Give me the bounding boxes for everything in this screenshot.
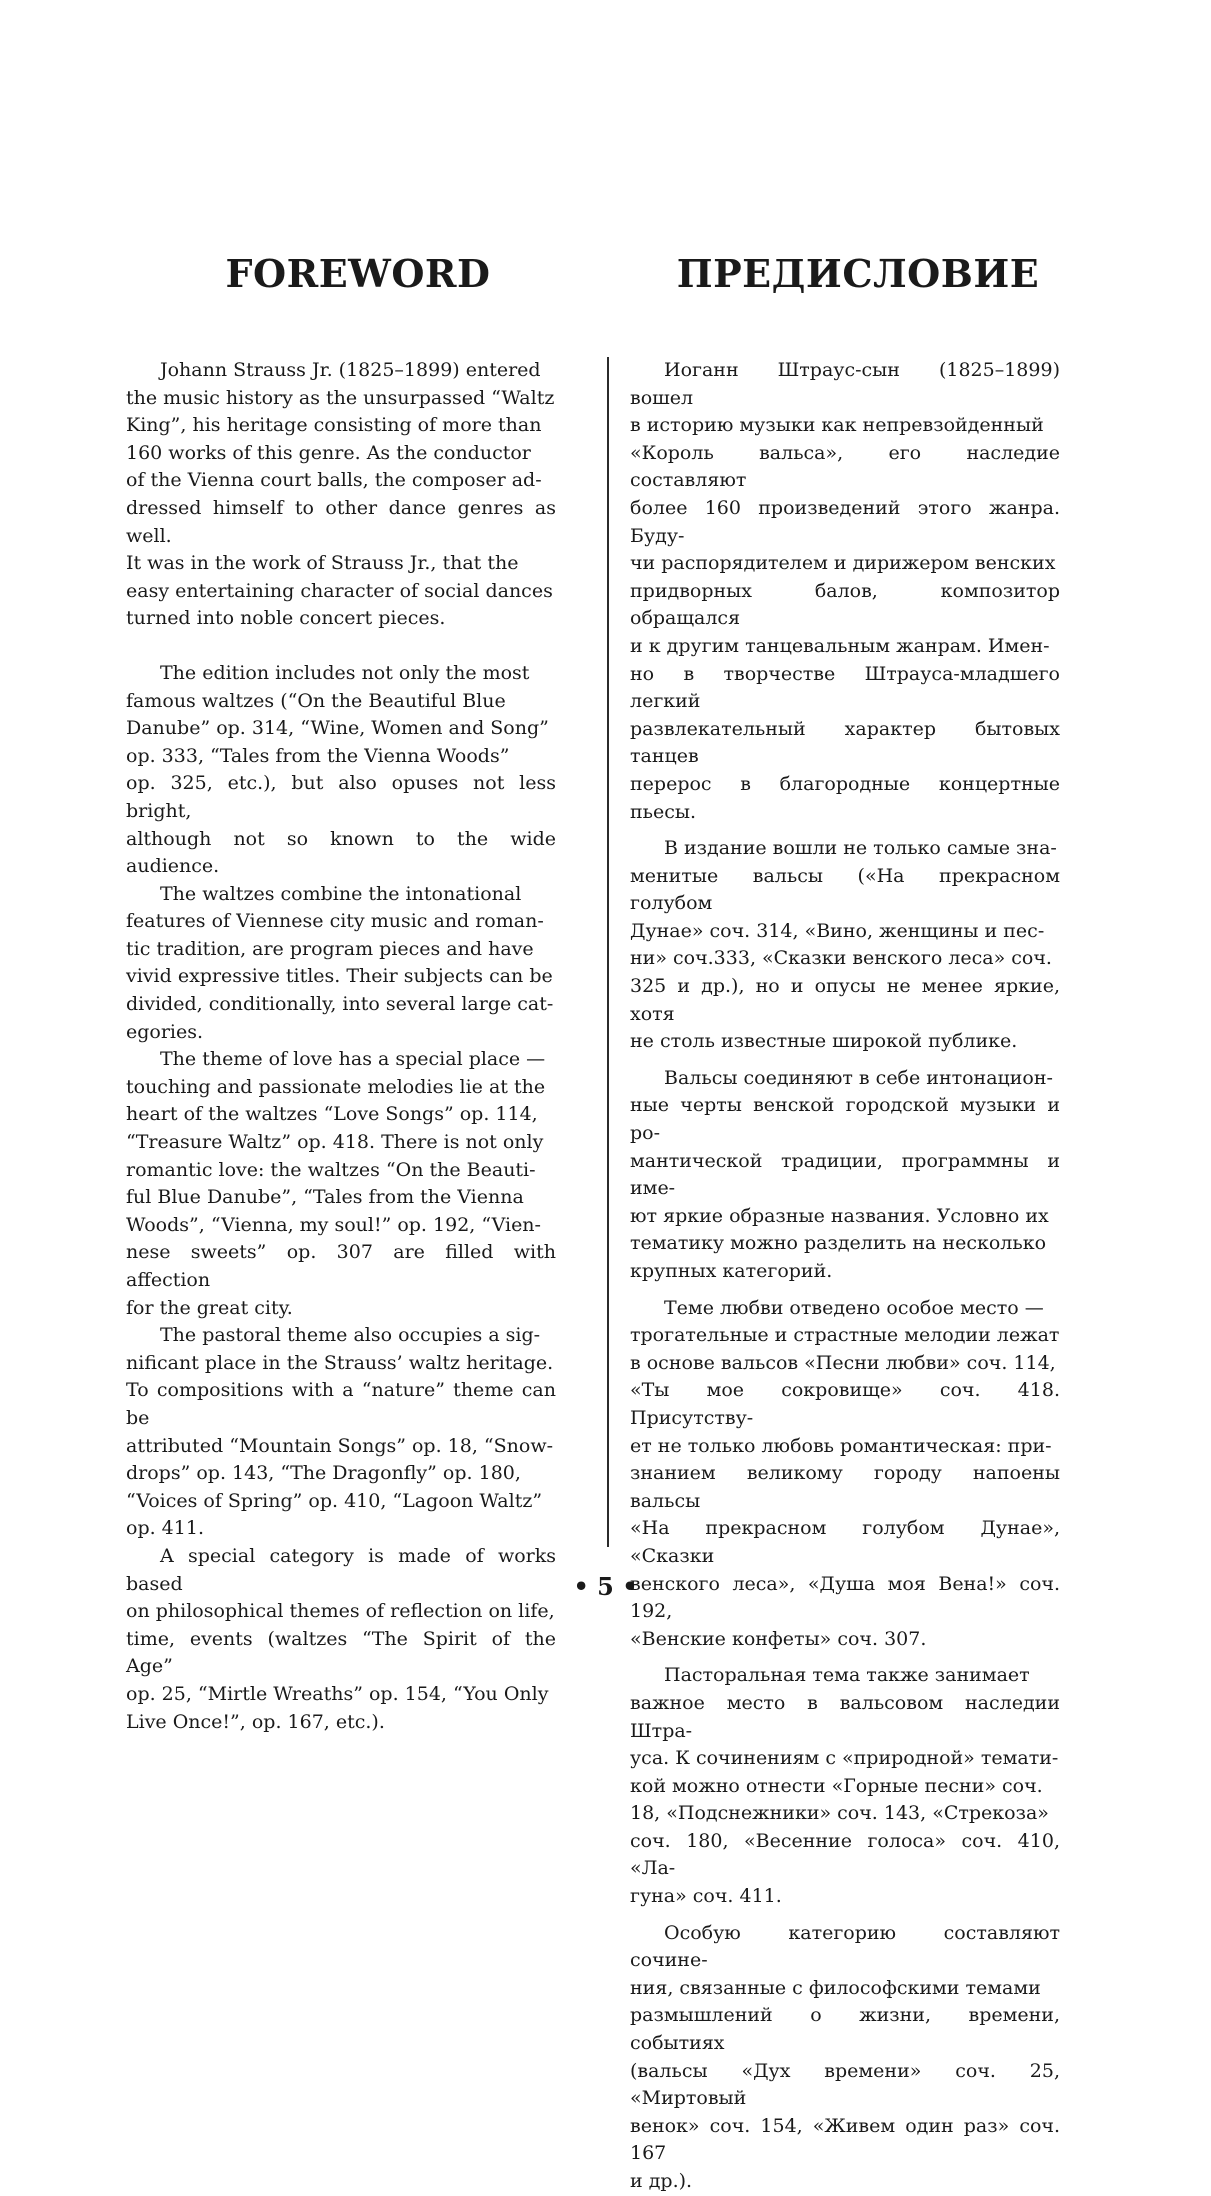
russian-column (630, 357, 1060, 2196)
english-paragraph-5: The pastoral theme also occupies a sig- nificant place in the Strauss’ waltz heritage. To compositions with a “nature” theme can be attributed “Mountain Songs” op. 18, “Snow- drops” op. 143, “The Dragonfly” op. 180, “Voices of Spring” op. 410, “Lagoon Waltz” op. 411. (126, 1324, 556, 1540)
russian-paragraph-4: Теме любви отведено особое место — трогательные и страстные мелодии лежат в основе вальсов «Песни любви» соч. 114, «Ты мое сокровище» соч. 418. Присутству- ет не только любовь романтическая: при- знанием великому городу напоены вальсы «На прекрасном голубом Дунае», «Сказки венского леса», «Душа моя Вена!» соч. 192, «Венские конфеты» соч. 307. (630, 1296, 1060, 1650)
russian-paragraph-2: В издание вошли не только самые зна- менитые вальсы («На прекрасном голубом Дунае» соч. 314, «Вино, женщины и пес- ни» соч.333, «Сказки венского леса» соч. 325 и др.), но и опусы не менее яркие, хотя не столь известные широкой публике. (630, 837, 1060, 1053)
english-paragraph-1: Johann Strauss Jr. (1825–1899) entered the music history as the unsurpassed “Waltz King”, his heritage consisting of more than 160 works of this genre. As the conductor of the Vienna court balls, the composer ad- dressed himself to other dance genres as well. It was in the work of Strauss Jr., that the easy entertaining character of social dances turned into noble concert pieces. (126, 359, 556, 630)
russian-paragraph-1: Иоганн Штраус-сын (1825–1899) вошел в историю музыки как непревзойденный «Король вальса», его наследие составляют более 160 произведений этого жанра. Буду- чи распорядителем и дирижером венских придворных балов, композитор обращался и к другим танцевальным жанрам. Имен- но в творчестве Штрауса-младшего легкий развлекательный характер бытовых танцев перерос в благородные концертные пьесы. (630, 359, 1060, 823)
english-paragraph-4: The theme of love has a special place — touching and passionate melodies lie at the heart of the waltzes “Love Songs” op. 114, “Treasure Waltz” op. 418. There is not only romantic love: the waltzes “On the Beauti- ful Blue Danube”, “Tales from the Vienna Woods”, “Vienna, my soul!” op. 192, “Vien- nese sweets” op. 307 are filled with affection for the great city. (126, 1048, 556, 1319)
english-column (126, 357, 556, 1736)
page-number: • 5 • (573, 1572, 638, 1601)
column-divider (607, 357, 609, 1547)
foreword-title: FOREWORD (225, 251, 491, 296)
russian-paragraph-3: Вальсы соединяют в себе интонацион- ные черты венской городской музыки и ро- мантической традиции, программны и име- ют яркие образные названия. Условно их тематику можно разделить на несколько крупных категорий. (630, 1066, 1060, 1282)
russian-paragraph-5: Пасторальная тема также занимает важное место в вальсовом наследии Штра- уса. К сочинениям с «природной» темати- кой можно отнести «Горные песни» соч. 18, «Подснежники» соч. 143, «Стрекоза» соч. 180, «Весенние голоса» соч. 410, «Ла- гуна» соч. 411. (630, 1664, 1060, 1908)
english-paragraph-3: The waltzes combine the intonational features of Viennese city music and roman- tic tradition, are program pieces and have vivid expressive titles. Their subjects can be divided, conditionally, into several large cat- egories. (126, 882, 554, 1043)
english-paragraph-2: The edition includes not only the most famous waltzes (“On the Beautiful Blue Danube” op. 314, “Wine, Women and Song” op. 333, “Tales from the Vienna Woods” op. 325, etc.), but also opuses not less bright, although not so known to the wide audience. (126, 661, 556, 878)
russian-paragraph-6: Особую категорию составляют сочине- ния, связанные с философскими темами размышлений о жизни, времени, событиях (вальсы «Дух времени» соч. 25, «Миртовый венок» соч. 154, «Живем один раз» соч. 167 и др.). (630, 1921, 1060, 2192)
english-paragraph-6: A special category is made of works based on philosophical themes of reflection on life, time, events (waltzes “The Spirit of the Age” op. 25, “Mirtle Wreaths” op. 154, “You Only Live Once!”, op. 167, etc.). (126, 1544, 556, 1733)
predislovie-title: ПРЕДИСЛОВИЕ (676, 251, 1040, 296)
